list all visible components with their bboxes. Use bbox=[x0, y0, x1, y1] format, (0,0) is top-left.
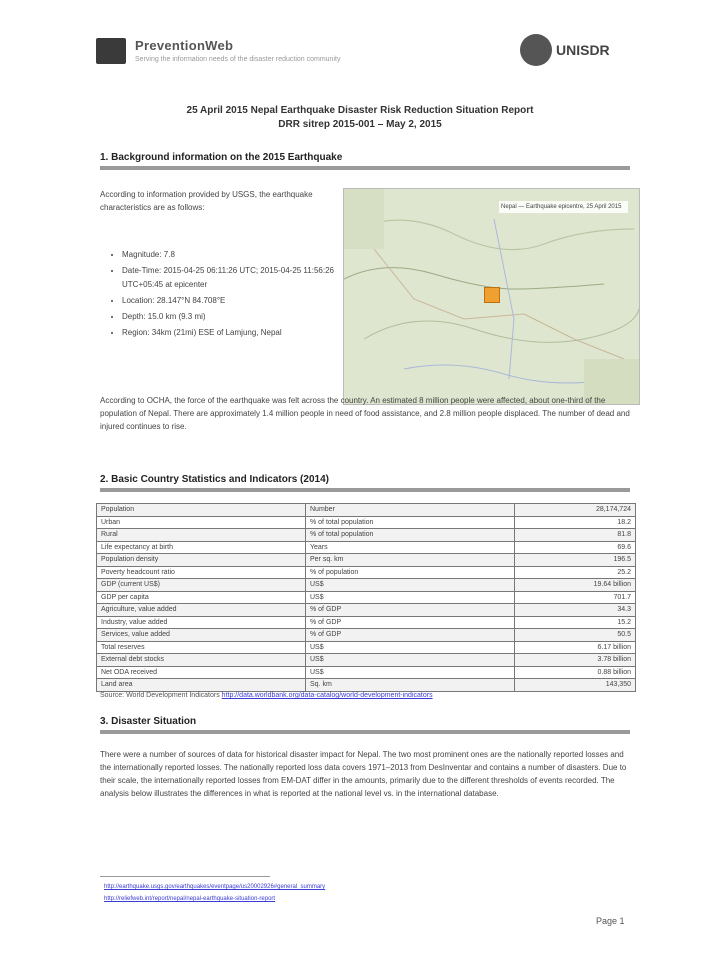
table-row bbox=[97, 641, 636, 654]
document-title-line2: DRR sitrep 2015-001 – May 2, 2015 bbox=[278, 119, 442, 130]
table-row bbox=[97, 504, 636, 517]
unit-cell: US$ bbox=[306, 641, 515, 654]
country-statistics-table bbox=[96, 503, 636, 692]
value-cell: 6.17 billion bbox=[515, 641, 636, 654]
indicator-cell: External debt stocks bbox=[97, 654, 306, 667]
indicator-cell: Land area bbox=[97, 679, 306, 692]
value-cell: 701.7 bbox=[515, 591, 636, 604]
indicator-cell: GDP per capita bbox=[97, 591, 306, 604]
table-row bbox=[97, 679, 636, 692]
value-cell: 3.78 billion bbox=[515, 654, 636, 667]
list-item: • Region: 34km (21mi) ESE of Lamjung, Nepal bbox=[122, 326, 357, 340]
footnote-link-2[interactable]: http://reliefweb.int/report/nepal/nepal-earthquake-situation-report bbox=[104, 896, 276, 902]
indicator-cell: Population bbox=[97, 504, 306, 517]
earthquake-characteristics-list bbox=[100, 248, 357, 342]
table-row bbox=[97, 604, 636, 617]
value-cell: 28,174,724 bbox=[515, 504, 636, 517]
table-row bbox=[97, 554, 636, 567]
value-cell: 25.2 bbox=[515, 566, 636, 579]
value-cell: 19.64 billion bbox=[515, 579, 636, 592]
table-row bbox=[97, 541, 636, 554]
preventionweb-subtitle: Serving the information needs of the disaster reduction community bbox=[135, 56, 341, 63]
indicator-cell: Rural bbox=[97, 529, 306, 542]
unit-cell: % of GDP bbox=[306, 616, 515, 629]
table-source bbox=[100, 692, 433, 699]
source-label: Source: World Development Indicators bbox=[100, 692, 220, 699]
table-row bbox=[97, 566, 636, 579]
unit-cell: % of total population bbox=[306, 529, 515, 542]
value-cell: 143,350 bbox=[515, 679, 636, 692]
unit-cell: US$ bbox=[306, 591, 515, 604]
document-title-line1: 25 April 2015 Nepal Earthquake Disaster Risk Reduction Situation Report bbox=[186, 105, 534, 116]
epicenter-map bbox=[343, 188, 640, 405]
value-cell: 69.6 bbox=[515, 541, 636, 554]
unit-cell: % of population bbox=[306, 566, 515, 579]
footnote-divider bbox=[100, 876, 270, 877]
value-cell: 81.8 bbox=[515, 529, 636, 542]
situation-text: There were a number of sources of data for historical disaster impact for Nepal. The two most prominent ones are the nationally reported losses and the internationally reported losses. The nationally reported loss data covers 1971–2013 from DesInventar and contains a number of disasters. Due to their scale, the internationally reported losses from EM-DAT differ in the amounts, primarily due to the different thresholds of events recorded. The analysis below illustrates the differences in what is reported at the national level vs. in the international database. bbox=[100, 750, 627, 798]
background-intro: According to information provided by USGS, the earthquake characteristics are as follows: bbox=[100, 190, 313, 212]
unit-cell: US$ bbox=[306, 579, 515, 592]
indicator-cell: Urban bbox=[97, 516, 306, 529]
table-row bbox=[97, 591, 636, 604]
list-item: • Magnitude: 7.8 bbox=[122, 248, 357, 262]
page-number: Page 1 bbox=[596, 916, 625, 926]
footnote-link-1[interactable]: http://earthquake.usgs.gov/earthquakes/eventpage/us20002926#general_summary bbox=[104, 884, 326, 890]
table-row bbox=[97, 616, 636, 629]
value-cell: 0.88 billion bbox=[515, 666, 636, 679]
table-row bbox=[97, 629, 636, 642]
indicator-cell: Total reserves bbox=[97, 641, 306, 654]
unit-cell: Number bbox=[306, 504, 515, 517]
indicator-cell: Net ODA received bbox=[97, 666, 306, 679]
unit-cell: % of GDP bbox=[306, 629, 515, 642]
unit-cell: Years bbox=[306, 541, 515, 554]
background-continuation: According to OCHA, the force of the earthquake was felt across the country. An estimated 8 million people were affected, about one-third of the population of Nepal. There are approximately 1.4 million people in need of food assistance, and 2.8 million people displaced. The number of dead and injured continues to rise. bbox=[100, 396, 630, 431]
unit-cell: US$ bbox=[306, 654, 515, 667]
unit-cell: Per sq. km bbox=[306, 554, 515, 567]
list-item: • Date-Time: 2015-04-25 06:11:26 UTC; 2015-04-25 11:56:26 UTC+05:45 at epicenter bbox=[122, 264, 357, 292]
map-label: Nepal — Earthquake epicentre, 25 April 2015 bbox=[499, 201, 628, 213]
unit-cell: US$ bbox=[306, 666, 515, 679]
unit-cell: % of GDP bbox=[306, 604, 515, 617]
list-item: • Depth: 15.0 km (9.3 mi) bbox=[122, 310, 357, 324]
value-cell: 18.2 bbox=[515, 516, 636, 529]
list-item: • Location: 28.147°N 84.708°E bbox=[122, 294, 357, 308]
value-cell: 15.2 bbox=[515, 616, 636, 629]
document-title bbox=[0, 104, 720, 132]
indicator-cell: Population density bbox=[97, 554, 306, 567]
value-cell: 196.5 bbox=[515, 554, 636, 567]
indicator-cell: Services, value added bbox=[97, 629, 306, 642]
unit-cell: Sq. km bbox=[306, 679, 515, 692]
indicator-cell: Agriculture, value added bbox=[97, 604, 306, 617]
table-row bbox=[97, 516, 636, 529]
preventionweb-title: PreventionWeb bbox=[135, 38, 234, 53]
table-row bbox=[97, 666, 636, 679]
value-cell: 34.3 bbox=[515, 604, 636, 617]
source-link[interactable]: http://data.worldbank.org/data-catalog/world-development-indicators bbox=[221, 692, 433, 699]
section-heading-statistics: 2. Basic Country Statistics and Indicators (2014) bbox=[100, 474, 630, 492]
preventionweb-logo bbox=[96, 38, 126, 64]
un-emblem-icon bbox=[520, 34, 552, 66]
table-row bbox=[97, 529, 636, 542]
epicenter-marker bbox=[484, 287, 500, 303]
indicator-cell: GDP (current US$) bbox=[97, 579, 306, 592]
value-cell: 50.5 bbox=[515, 629, 636, 642]
indicator-cell: Poverty headcount ratio bbox=[97, 566, 306, 579]
unit-cell: % of total population bbox=[306, 516, 515, 529]
section-heading-background: 1. Background information on the 2015 Earthquake bbox=[100, 152, 630, 170]
table-row bbox=[97, 654, 636, 667]
section-heading-situation: 3. Disaster Situation bbox=[100, 716, 630, 734]
indicator-cell: Industry, value added bbox=[97, 616, 306, 629]
unisdr-logo-text: UNISDR bbox=[556, 42, 610, 58]
indicator-cell: Life expectancy at birth bbox=[97, 541, 306, 554]
table-row bbox=[97, 579, 636, 592]
